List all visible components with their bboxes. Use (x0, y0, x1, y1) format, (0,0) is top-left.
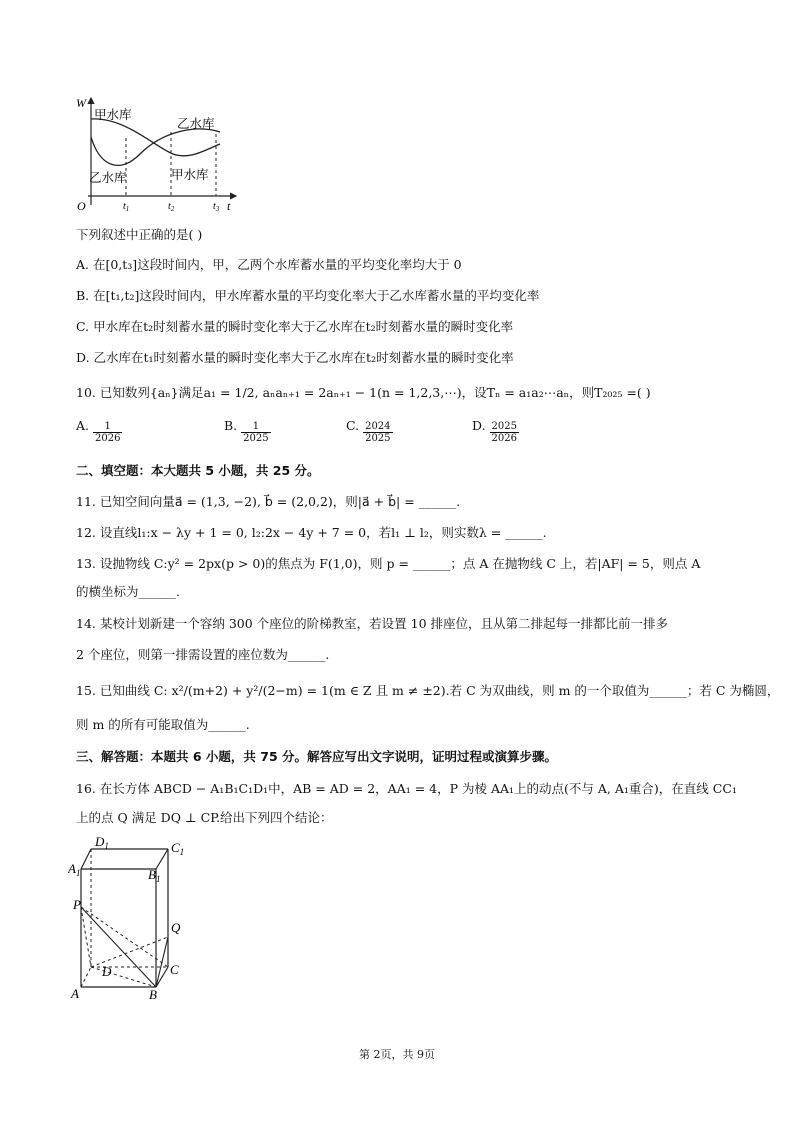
q15-line1: 15. 已知曲线 C: x²/(m+2) + y²/(2−m) = 1(m ∈ Z 且 m ≠ ±2).若 C 为双曲线，则 m 的一个取值为______；若 C 为椭圆， (76, 683, 780, 698)
label-q: Q (171, 920, 181, 935)
section-answer-heading: 三、解答题：本题共 6 小题，共 75 分。解答应写出文字说明，证明过程或演算步骤。 (76, 749, 558, 764)
graph-label-jia-top: 甲水库 (94, 107, 132, 122)
graph-t1: $t_1$ (123, 201, 130, 213)
label-b: B (149, 987, 157, 1002)
cuboid-figure (68, 832, 198, 1007)
graph-origin: O (77, 199, 86, 213)
label-a1: $A_1$ (68, 861, 81, 878)
reservoir-graph (70, 92, 245, 217)
q9-option-a: A. 在[0,t₃]这段时间内，甲，乙两个水库蓄水量的平均变化率均大于 0 (76, 257, 462, 272)
q9-option-d: D. 乙水库在t₁时刻蓄水量的瞬时变化率大于乙水库在t₂时刻蓄水量的瞬时变化率 (76, 350, 514, 365)
q16-line2: 上的点 Q 满足 DQ ⊥ CP.给出下列四个结论： (76, 810, 333, 825)
graph-label-yi-top: 乙水库 (177, 116, 215, 131)
label-c1: $C_1$ (171, 840, 185, 857)
q13-line2: 的横坐标为______. (76, 584, 180, 599)
label-d: D (102, 964, 112, 979)
graph-t3: $t_3$ (213, 201, 220, 213)
q10-choice-a: A. $\frac{1}{2026}$ (76, 418, 121, 444)
q9-prompt: 下列叙述中正确的是( ) (76, 227, 203, 242)
label-a: A (71, 986, 79, 1001)
q10-choice-c: C. $\frac{2024}{2025}$ (346, 418, 391, 444)
q9-option-c: C. 甲水库在t₂时刻蓄水量的瞬时变化率大于乙水库在t₂时刻蓄水量的瞬时变化率 (76, 319, 514, 334)
graph-label-jia-bottom: 甲水库 (171, 167, 209, 182)
q9-option-b: B. 在[t₁,t₂]这段时间内，甲水库蓄水量的平均变化率大于乙水库蓄水量的平均变化率 (76, 288, 540, 303)
q12: 12. 设直线l₁:x − λy + 1 = 0, l₂:2x − 4y + 7 = 0，若l₁ ⊥ l₂，则实数λ = ______. (76, 525, 547, 540)
label-c: C (170, 962, 179, 977)
label-p: P (73, 897, 81, 912)
q16-line1: 16. 在长方体 ABCD − A₁B₁C₁D₁中，AB = AD = 2，AA₁ = 4，P 为棱 AA₁上的动点(不与 A, A₁重合)，在直线 CC₁ (76, 781, 737, 796)
graph-y-label: W (76, 96, 86, 110)
label-b1: $B_1$ (148, 867, 161, 884)
q13-line1: 13. 设抛物线 C:y² = 2px(p > 0)的焦点为 F(1,0)，则 p = ______；点 A 在抛物线 C 上，若|AF| = 5，则点 A (76, 556, 701, 571)
graph-label-yi-bottom: 乙水库 (89, 170, 127, 185)
graph-t2: $t_2$ (168, 201, 175, 213)
q15-line2: 则 m 的所有可能取值为______. (76, 717, 250, 732)
q11: 11. 已知空间向量a⃗ = (1,3, −2), b⃗ = (2,0,2)，则|a⃗ + b⃗| = ______. (76, 494, 461, 509)
curve-yi (91, 129, 220, 165)
section-fill-in-heading: 二、填空题：本大题共 5 小题，共 25 分。 (76, 463, 320, 478)
graph-x-label: t (227, 199, 231, 213)
page-footer: 第 2页，共 9页 (359, 1048, 435, 1061)
q14-line2: 2 个座位，则第一排需设置的座位数为______. (76, 647, 330, 662)
q10-stem: 10. 已知数列{aₙ}满足a₁ = 1/2, aₙaₙ₊₁ = 2aₙ₊₁ − 1(n = 1,2,3,⋯)，设Tₙ = a₁a₂⋯aₙ，则T₂₀₂₅ =( ) (76, 385, 651, 400)
label-d1: $D_1$ (95, 834, 109, 851)
q10-choice-d: D. $\frac{2025}{2026}$ (472, 418, 517, 444)
q10-choice-b: B. $\frac{1}{2025}$ (224, 418, 269, 444)
q14-line1: 14. 某校计划新建一个容纳 300 个座位的阶梯教室，若设置 10 排座位，且从第二排起每一排都比前一排多 (76, 616, 669, 631)
